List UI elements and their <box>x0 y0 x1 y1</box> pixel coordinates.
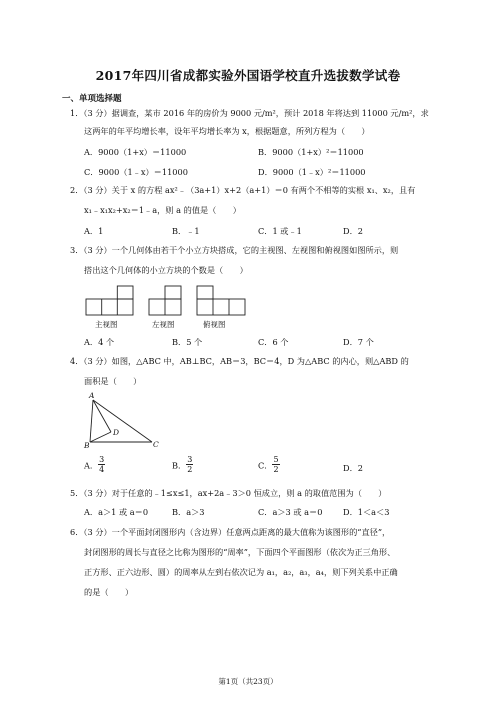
q2-option-d: D．2 <box>343 226 363 236</box>
q2-stem-line2: x₁﹣x₁x₂+x₂＝1﹣a，则 a 的值是（ ） <box>84 205 241 215</box>
fraction-denominator: 2 <box>273 465 279 474</box>
q6-stem-line1: 6．（3 分）一个平面封闭图形内（含边界）任意两点距离的最大值称为该图形的“直径”， <box>70 527 391 537</box>
page-footer: 第1页（共23页） <box>218 677 278 686</box>
front-view-label: 主视图 <box>95 320 118 329</box>
q2-option-c: C．1 或﹣1 <box>258 226 302 236</box>
q2-stem-line1: 2．（3 分）关于 x 的方程 ax²﹣（3a+1）x+2（a+1）＝0 有两个不相等的实根 x₁、x₂，且有 <box>70 185 416 195</box>
q1-option-a: A．9000（1+x）＝11000 <box>84 147 187 157</box>
segment-bd <box>90 432 111 442</box>
fraction-five-halves <box>272 455 279 474</box>
fraction-three-quarters <box>98 455 105 474</box>
fraction-numerator: 5 <box>273 455 279 464</box>
top-view-label: 俯视图 <box>203 320 226 329</box>
q3-option-a: A．4 个 <box>84 337 115 347</box>
q1-option-c: C．9000（1﹣x）＝11000 <box>84 167 188 177</box>
vertex-a-label: A <box>89 391 95 400</box>
q6-stem-line2: 封闭图形的周长与直径之比称为图形的“周率”，下面四个平面图形（依次为正三角形、 <box>84 547 396 557</box>
q1-stem-line2: 这两年的年平均增长率，设年平均增长率为 x，根据题意，所列方程为（ ） <box>84 126 370 136</box>
page-title: 2017年四川省成都实验外国语学校直升选拔数学试卷 <box>95 68 401 83</box>
vertex-c-label: C <box>153 440 159 449</box>
q5-option-c: C．a＞3 或 a＝0 <box>258 507 323 517</box>
q5-option-b: B．a＞3 <box>172 507 205 517</box>
q4-option-b-prefix: B． <box>172 460 187 471</box>
q4-option-a <box>84 455 105 474</box>
q1-option-d: D．9000（1﹣x）²＝11000 <box>258 167 366 177</box>
fraction-denominator: 4 <box>99 465 105 474</box>
q3-option-b: B．5 个 <box>172 337 203 347</box>
q5-option-d: D．1＜a＜3 <box>343 507 390 517</box>
q4-stem-line1: 4．（3 分）如图，△ABC 中，AB⊥BC，AB＝3，BC＝4，D 为△ABC 的内心，则△ABD 的 <box>70 356 409 366</box>
segment-ad <box>93 400 111 432</box>
q4-option-c <box>258 455 280 474</box>
q2-option-b: B．﹣1 <box>172 226 200 236</box>
q5-stem-line1: 5．（3 分）对于任意的﹣1≤x≤1，ax+2a﹣3＞0 恒成立，则 a 的取值范围为（ ） <box>70 488 387 498</box>
q4-option-a-prefix: A． <box>84 460 99 471</box>
point-d-label: D <box>113 428 120 437</box>
vertex-b-label: B <box>84 441 90 450</box>
q4-stem-line2: 面积是（ ） <box>84 376 142 386</box>
fraction-three-halves <box>186 455 193 474</box>
segment-ab <box>90 400 93 442</box>
q3-stem-line2: 搭出这个几何体的小立方块的个数是（ ） <box>84 265 248 275</box>
q4-option-b <box>172 455 193 474</box>
segment-ac <box>93 400 152 442</box>
section-heading: 一、单项选择题 <box>62 94 122 104</box>
q3-option-c: C．6 个 <box>258 337 289 347</box>
q1-option-b: B．9000（1+x）²＝11000 <box>258 147 364 157</box>
fraction-numerator: 3 <box>187 455 193 464</box>
q4-option-c-prefix: C． <box>258 460 273 471</box>
q1-stem-line1: 1．（3 分）据调查，某市 2016 年的房价为 9000 元/m²，预计 2018 年将达到 11000 元/m²，求 <box>70 108 429 118</box>
fraction-denominator: 2 <box>187 465 193 474</box>
q6-stem-line4: 的是（ ） <box>84 587 134 597</box>
q4-option-d: D．2 <box>343 463 363 473</box>
q5-option-a: A．a＞1 或 a＝0 <box>84 507 149 517</box>
fraction-numerator: 3 <box>99 455 105 464</box>
q3-option-d: D．7 个 <box>343 337 374 347</box>
q2-option-a: A．1 <box>84 226 104 236</box>
q6-stem-line3: 正方形、正六边形、圆）的周率从左到右依次记为 a₁，a₂，a₃，a₄，则下列关系中正确 <box>84 567 398 577</box>
q3-stem-line1: 3．（3 分）一个几何体由若干个小立方块搭成，它的主视图、左视图和俯视图如图所示，则 <box>70 245 399 255</box>
left-view-label: 左视图 <box>152 320 175 329</box>
